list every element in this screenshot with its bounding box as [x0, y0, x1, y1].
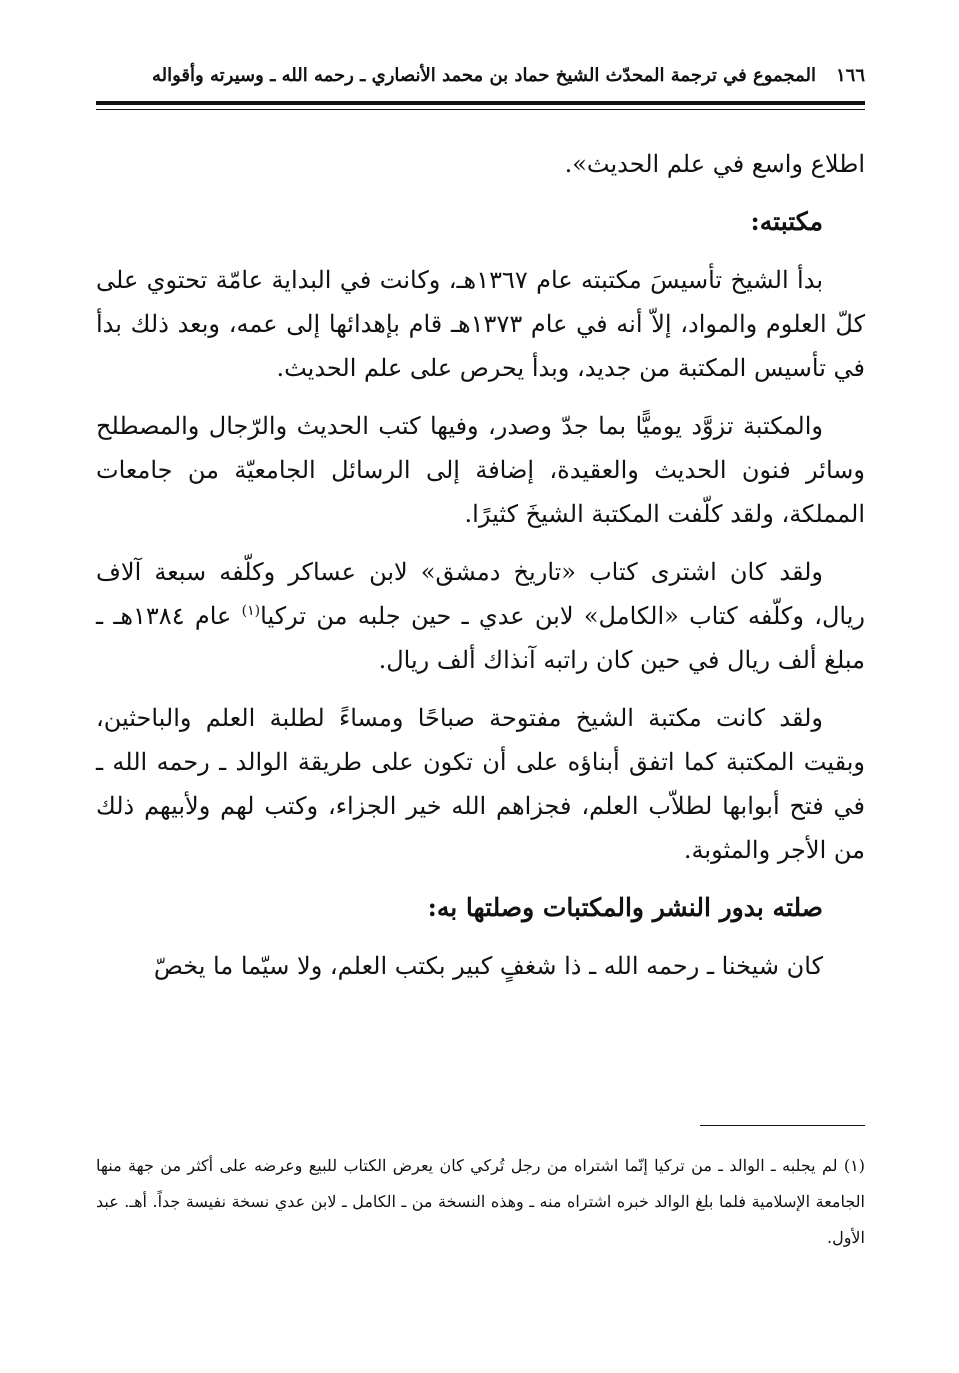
- footnote-marker[interactable]: (١): [241, 603, 261, 619]
- section-heading-library: مكتبته:: [750, 207, 823, 236]
- paragraph-continuation: اطلاع واسع في علم الحديث».: [564, 150, 865, 178]
- header-rule-thin: [96, 109, 865, 110]
- footnote-1: (١) لم يجلبه ـ الوالد ـ من تركيا إنّما اشتراه من رجل تُركي كان يعرض الكتاب للبيع وعرضه على أكثر من جهة منها الجامعة الإسلامية فلما بلغ الوالد خبره اشتراه منه ـ وهذه النسخة من ـ الكامل ـ لابن عدي نسخة نفيسة جداً. أهـ. عبد الأول.: [96, 1156, 865, 1247]
- paragraph-text: عام ١٣٨٤هـ ـ مبلغ ألف ريال في حين كان راتبه آنذاك ألف ريال.: [96, 602, 865, 674]
- section-heading-publishers: صلته بدور النشر والمكتبات وصلتها به:: [427, 893, 823, 922]
- running-header: [152, 58, 865, 92]
- paragraph-text: ولقد كان اشترى كتاب «تاريخ دمشق» لابن عساكر وكلّفه سبعة آلاف ريال، وكلّفه كتاب «الكامل» لابن عدي ـ حين جلبه من تركيا: [96, 558, 865, 630]
- paragraph-publishers: كان شيخنا ـ رحمه الله ـ ذا شغفٍ كبير بكتب العلم، ولا سيّما ما يخصّ: [153, 952, 823, 980]
- running-title: المجموع في ترجمة المحدّث الشيخ حماد بن محمد الأنصاري ـ رحمه الله ـ وسيرته وأقواله: [152, 64, 816, 86]
- footnotes: [96, 1148, 865, 1256]
- body-text: [96, 142, 865, 1002]
- paragraph-library-open: ولقد كانت مكتبة الشيخ مفتوحة صباحًا ومساءً لطلبة العلم والباحثين، وبقيت المكتبة كما اتفق أبناؤه على أن تكون على طريقة الوالد ـ رحمه الله ـ في فتح أبوابها لطلاّب العلم، فجزاهم الله خير الجزاء، وكتب لهم ولأبيهم ذلك من الأجر والمثوبة.: [96, 704, 865, 864]
- paragraph-library-founding: بدأ الشيخ تأسيسَ مكتبته عام ١٣٦٧هـ، وكانت في البداية عامّة تحتوي على كلّ العلوم والمواد، إلاّ أنه في عام ١٣٧٣هـ قام بإهدائها إلى عمه، وبعد ذلك بدأ في تأسيس المكتبة من جديد، وبدأ يحرص على علم الحديث.: [96, 266, 865, 382]
- header-rule-thick: [96, 101, 865, 105]
- footnote-separator: [700, 1125, 865, 1126]
- paragraph-library-contents: والمكتبة تزوَّد يوميًّا بما جدّ وصدر، وفيها كتب الحديث والرّجال والمصطلح وسائر فنون الحديث والعقيدة، إضافة إلى الرسائل الجامعيّة من جامعات المملكة، ولقد كلّفت المكتبة الشيخَ كثيرًا.: [96, 412, 865, 528]
- page-number: ١٦٦: [835, 64, 865, 86]
- paragraph-book-purchases: [96, 550, 865, 682]
